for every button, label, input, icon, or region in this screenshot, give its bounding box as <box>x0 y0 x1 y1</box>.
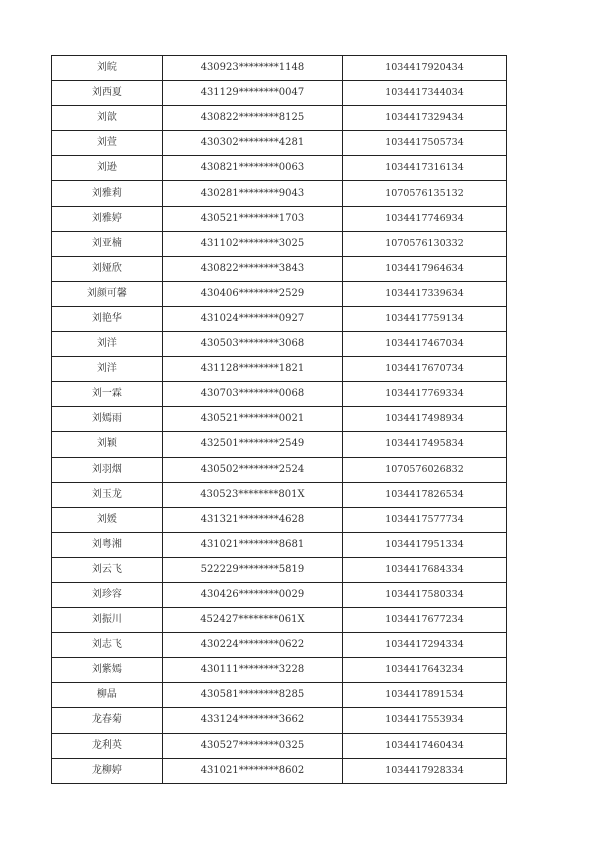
id-number-cell: 430406********2529 <box>162 281 342 306</box>
name-cell: 刘洋 <box>52 357 163 382</box>
id-number-cell: 430502********2524 <box>162 457 342 482</box>
name-cell: 刘颜可馨 <box>52 281 163 306</box>
name-cell: 刘逊 <box>52 156 163 181</box>
table-row <box>52 382 507 407</box>
ticket-number-cell: 1034417580334 <box>342 582 506 607</box>
table-row <box>52 256 507 281</box>
table-row <box>52 658 507 683</box>
name-cell: 刘珍容 <box>52 582 163 607</box>
ticket-number-cell: 1034417643234 <box>342 658 506 683</box>
table-row <box>52 532 507 557</box>
id-number-cell: 430523********801X <box>162 482 342 507</box>
name-cell: 刘振川 <box>52 608 163 633</box>
ticket-number-cell: 1034417329434 <box>342 106 506 131</box>
id-number-cell: 433124********3662 <box>162 708 342 733</box>
name-cell: 龙利英 <box>52 733 163 758</box>
table-row <box>52 708 507 733</box>
ticket-number-cell: 1034417746934 <box>342 206 506 231</box>
table-row <box>52 156 507 181</box>
ticket-number-cell: 1034417577734 <box>342 507 506 532</box>
id-number-cell: 430426********0029 <box>162 582 342 607</box>
id-number-cell: 431024********0927 <box>162 306 342 331</box>
table-row <box>52 758 507 783</box>
id-number-cell: 430821********0063 <box>162 156 342 181</box>
name-cell: 柳晶 <box>52 683 163 708</box>
table-row <box>52 608 507 633</box>
ticket-number-cell: 1070576135132 <box>342 181 506 206</box>
ticket-number-cell: 1034417759134 <box>342 306 506 331</box>
ticket-number-cell: 1034417928334 <box>342 758 506 783</box>
name-cell: 刘歆 <box>52 106 163 131</box>
id-number-cell: 430527********0325 <box>162 733 342 758</box>
ticket-number-cell: 1034417316134 <box>342 156 506 181</box>
id-number-cell: 432501********2549 <box>162 432 342 457</box>
id-number-cell: 430822********3843 <box>162 256 342 281</box>
id-number-cell: 430822********8125 <box>162 106 342 131</box>
table-row <box>52 507 507 532</box>
table-row <box>52 56 507 81</box>
id-number-cell: 430521********1703 <box>162 206 342 231</box>
table-row <box>52 582 507 607</box>
ticket-number-cell: 1070576026832 <box>342 457 506 482</box>
id-number-cell: 430521********0021 <box>162 407 342 432</box>
name-cell: 刘洋 <box>52 332 163 357</box>
id-number-cell: 431129********0047 <box>162 81 342 106</box>
ticket-number-cell: 1034417891534 <box>342 683 506 708</box>
id-number-cell: 430923********1148 <box>162 56 342 81</box>
name-cell: 刘一霖 <box>52 382 163 407</box>
name-cell: 刘嫣雨 <box>52 407 163 432</box>
ticket-number-cell: 1034417339634 <box>342 281 506 306</box>
table-row <box>52 106 507 131</box>
id-number-cell: 431128********1821 <box>162 357 342 382</box>
name-cell: 刘亚楠 <box>52 231 163 256</box>
name-cell: 刘雅莉 <box>52 181 163 206</box>
ticket-number-cell: 1034417920434 <box>342 56 506 81</box>
id-number-cell: 430581********8285 <box>162 683 342 708</box>
name-cell: 刘媛 <box>52 507 163 532</box>
ticket-number-cell: 1034417344034 <box>342 81 506 106</box>
ticket-number-cell: 1034417505734 <box>342 131 506 156</box>
name-cell: 龙柳婷 <box>52 758 163 783</box>
ticket-number-cell: 1034417964634 <box>342 256 506 281</box>
id-number-cell: 452427********061X <box>162 608 342 633</box>
table-row <box>52 332 507 357</box>
name-cell: 刘紫嫣 <box>52 658 163 683</box>
ticket-number-cell: 1034417951334 <box>342 532 506 557</box>
ticket-number-cell: 1034417495834 <box>342 432 506 457</box>
table-row <box>52 407 507 432</box>
table-row <box>52 81 507 106</box>
ticket-number-cell: 1070576130332 <box>342 231 506 256</box>
table-row <box>52 482 507 507</box>
id-number-cell: 431102********3025 <box>162 231 342 256</box>
table-row <box>52 357 507 382</box>
ticket-number-cell: 1034417677234 <box>342 608 506 633</box>
id-number-cell: 430302********4281 <box>162 131 342 156</box>
id-number-cell: 430703********0068 <box>162 382 342 407</box>
id-number-cell: 431021********8681 <box>162 532 342 557</box>
ticket-number-cell: 1034417294334 <box>342 633 506 658</box>
ticket-number-cell: 1034417684334 <box>342 557 506 582</box>
name-cell: 刘西夏 <box>52 81 163 106</box>
id-number-cell: 431321********4628 <box>162 507 342 532</box>
ticket-number-cell: 1034417553934 <box>342 708 506 733</box>
ticket-number-cell: 1034417670734 <box>342 357 506 382</box>
table-row <box>52 206 507 231</box>
id-number-cell: 522229********5819 <box>162 557 342 582</box>
id-number-cell: 430111********3228 <box>162 658 342 683</box>
name-cell: 刘萱 <box>52 131 163 156</box>
id-number-cell: 430503********3068 <box>162 332 342 357</box>
table-row <box>52 457 507 482</box>
ticket-number-cell: 1034417460434 <box>342 733 506 758</box>
name-cell: 刘皖 <box>52 56 163 81</box>
ticket-number-cell: 1034417498934 <box>342 407 506 432</box>
table-row <box>52 633 507 658</box>
table-row <box>52 306 507 331</box>
table-row <box>52 683 507 708</box>
name-cell: 刘云飞 <box>52 557 163 582</box>
table-body <box>52 56 507 784</box>
name-cell: 刘玉龙 <box>52 482 163 507</box>
table-row <box>52 733 507 758</box>
table-row <box>52 131 507 156</box>
records-table <box>51 55 507 784</box>
table-row <box>52 181 507 206</box>
ticket-number-cell: 1034417467034 <box>342 332 506 357</box>
name-cell: 刘雅婷 <box>52 206 163 231</box>
ticket-number-cell: 1034417769334 <box>342 382 506 407</box>
name-cell: 刘艳华 <box>52 306 163 331</box>
name-cell: 龙春菊 <box>52 708 163 733</box>
table-row <box>52 231 507 256</box>
table-row <box>52 432 507 457</box>
name-cell: 刘粤湘 <box>52 532 163 557</box>
id-number-cell: 431021********8602 <box>162 758 342 783</box>
table-row <box>52 281 507 306</box>
name-cell: 刘娅欣 <box>52 256 163 281</box>
name-cell: 刘颖 <box>52 432 163 457</box>
name-cell: 刘羽烟 <box>52 457 163 482</box>
table-row <box>52 557 507 582</box>
id-number-cell: 430224********0622 <box>162 633 342 658</box>
ticket-number-cell: 1034417826534 <box>342 482 506 507</box>
id-number-cell: 430281********9043 <box>162 181 342 206</box>
name-cell: 刘志飞 <box>52 633 163 658</box>
